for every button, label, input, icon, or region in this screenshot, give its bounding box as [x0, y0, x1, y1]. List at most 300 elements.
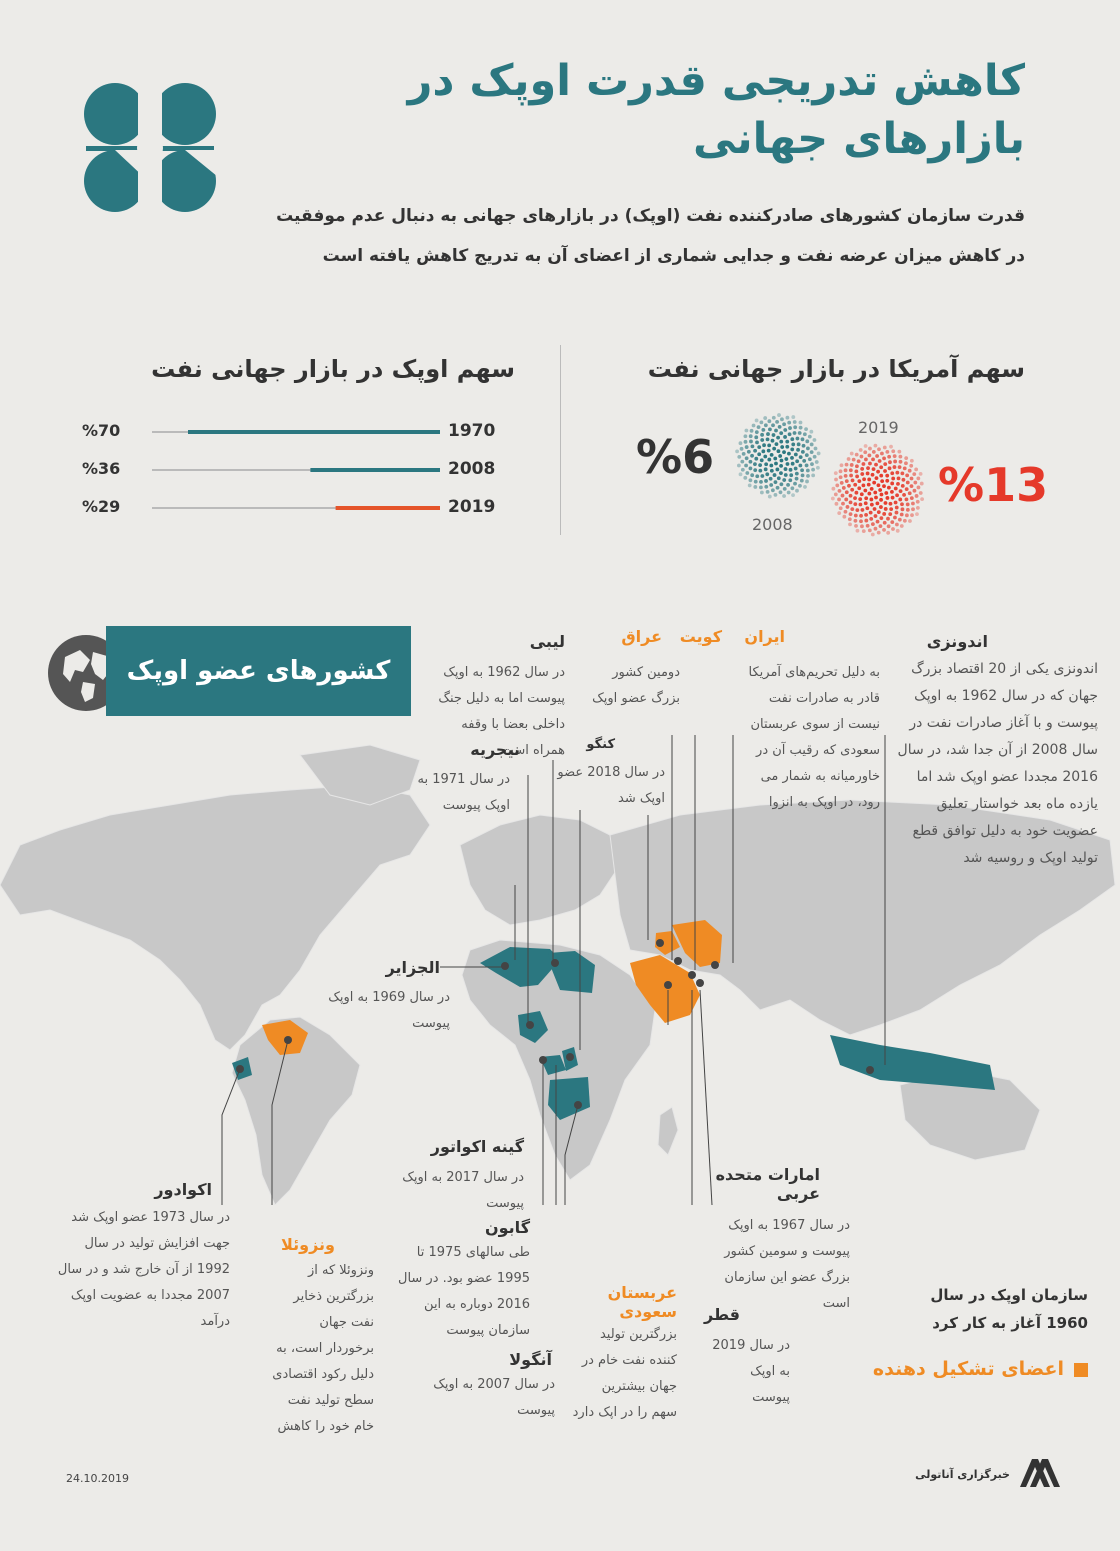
dots-2019-dot [877, 483, 881, 487]
country-angola-name: آنگولا [509, 1350, 552, 1369]
dots-2008-dot [804, 427, 808, 431]
country-gabon-name: گابون [484, 1218, 530, 1237]
dots-2019-dot [860, 455, 864, 459]
dots-2008-dot [795, 489, 799, 493]
dots-2008-dot [813, 438, 817, 442]
dots-2008-dot [742, 452, 746, 456]
dots-2008-dot [784, 473, 788, 477]
dots-2019-dot [876, 520, 880, 524]
dots-2008-dot [777, 413, 781, 417]
dots-2019-dot [862, 477, 866, 481]
dots-2019-dot [849, 500, 853, 504]
dots-2008-dot [739, 441, 743, 445]
dots-2008-dot [753, 449, 757, 453]
dots-2019-dot [885, 474, 889, 478]
dots-2019-dot [858, 497, 862, 501]
dots-2008-dot [798, 464, 802, 468]
dots-2019-dot [904, 461, 908, 465]
dots-2019-dot [838, 489, 842, 493]
dots-2008-dot [749, 460, 753, 464]
dots-2019-dot [866, 466, 870, 470]
dots-2008-dot [755, 430, 759, 434]
dots-2008-dot [763, 416, 767, 420]
dots-2008-dot [761, 449, 765, 453]
dots-2019-dot [898, 518, 902, 522]
dots-2019-dot [859, 519, 863, 523]
dots-2019-dot [895, 523, 899, 527]
dots-2008-dot [794, 467, 798, 471]
dots-2008-dot [809, 430, 813, 434]
dots-2019-dot [908, 469, 912, 473]
country-algeria-desc: در سال 1969 به اوپک پیوست [328, 990, 450, 1031]
dots-2019-dot [871, 522, 875, 526]
dots-2019-dot [877, 531, 881, 535]
us-share-2019-dots [828, 440, 928, 540]
dots-2008-dot [748, 484, 752, 488]
country-ecuador-desc: در سال 1973 عضو اوپک شد جهت افزایش تولید در سال 1992 از آن خارج شد و در سال 2007 مجددا به عضویت اوپک درآمد [57, 1210, 230, 1329]
dots-2019-dot [877, 447, 881, 451]
dots-2019-dot [859, 514, 863, 518]
dots-2019-dot [920, 497, 924, 501]
dots-2008-dot [758, 469, 762, 473]
dots-2008-dot [800, 479, 804, 483]
country-nigeria-name: نیجریه [470, 740, 520, 759]
dots-2019-dot [875, 454, 879, 458]
dots-2008-dot [775, 420, 779, 424]
country-iran-desc: به دلیل تحریم‌های آمریکا قادر به صادرات نفت نیست از سوی عربستان سعودی که رقیب آن در خاورمیانه به شمار می رود، در اوپک به انزوا [748, 665, 880, 810]
dots-2019-dot [891, 449, 895, 453]
country-iraq-name: عراق [621, 627, 662, 646]
dots-2008-dot [795, 459, 799, 463]
dots-2019-dot [844, 498, 848, 502]
dots-2019-dot [894, 501, 898, 505]
dots-2019-dot [917, 486, 921, 490]
dots-2019-dot [900, 502, 904, 506]
dots-2008-dot [799, 421, 803, 425]
dots-2008-dot [762, 443, 766, 447]
dots-2008-dot [769, 464, 773, 468]
dots-2008-dot [773, 457, 777, 461]
country-uae-desc: در سال 1967 به اوپک پیوست و سومین کشور بزرگ عضو این سازمان است [724, 1218, 850, 1311]
dots-2008-dot [811, 468, 815, 472]
dots-2019-dot [914, 467, 918, 471]
dots-2008-dot [755, 474, 759, 478]
dots-2008-dot [772, 433, 776, 437]
dots-2008-dot [790, 456, 794, 460]
dots-2008-dot [764, 423, 768, 427]
country-kuwait-name: کویت [679, 627, 722, 646]
dots-2019-dot [903, 466, 907, 470]
dots-2008-dot [752, 424, 756, 428]
dots-2019-dot [855, 508, 859, 512]
dots-2019-dot [874, 514, 878, 518]
dots-2008-dot [769, 477, 773, 481]
dots-2008-dot [749, 434, 753, 438]
country-libya-desc: در سال 1962 به اوپک پیوست اما به دلیل جنگ داخلی بعضا با وقفه همراه است [438, 665, 565, 758]
dots-2019-dot [835, 502, 839, 506]
dots-2019-dot [882, 528, 886, 532]
dots-2019-dot [850, 507, 854, 511]
dots-2019-dot [919, 472, 923, 476]
bar-year-1970: 1970 [448, 421, 496, 441]
dots-2008-dot [787, 452, 791, 456]
dots-2019-dot [839, 469, 843, 473]
dots-2019-dot [902, 493, 906, 497]
dots-2008-dot [760, 433, 764, 437]
dots-2008-dot [745, 445, 749, 449]
dots-2019-dot [862, 483, 866, 487]
dots-2019-dot [870, 503, 874, 507]
dots-2008-dot [740, 447, 744, 451]
dots-2019-dot [855, 491, 859, 495]
dots-2019-dot [883, 469, 887, 473]
country-eq-guinea-name: گینه اکواتور [430, 1137, 524, 1156]
country-nigeria-desc: در سال 1971 به اوپک پیوست [417, 772, 510, 813]
dots-2019-dot [834, 493, 838, 497]
dots-2008-dot [797, 442, 801, 446]
dots-2019-dot [879, 516, 883, 520]
country-indonesia-name: اندونزی [926, 632, 988, 651]
dots-2019-dot [844, 510, 848, 514]
dots-2008-dot [760, 458, 764, 462]
dots-2008-dot [754, 457, 758, 461]
dots-2019-dot [889, 502, 893, 506]
dots-2019-dot [910, 477, 914, 481]
dots-2019-dot [831, 487, 835, 491]
dots-2008-dot [772, 447, 776, 451]
dots-2008-dot [779, 490, 783, 494]
dots-2008-dot [779, 464, 783, 468]
dots-2019-dot [890, 520, 894, 524]
dots-2008-dot [816, 466, 820, 470]
dots-2008-dot [769, 483, 773, 487]
dots-2019-dot [849, 474, 853, 478]
dots-2019-dot [878, 488, 882, 492]
dots-2008-dot [757, 425, 761, 429]
dots-2019-dot [906, 508, 910, 512]
dots-2008-dot [779, 471, 783, 475]
dots-2019-dot [899, 489, 903, 493]
dots-2019-dot [901, 507, 905, 511]
dots-2019-dot [869, 517, 873, 521]
dots-2008-dot [782, 494, 786, 498]
dots-2008-dot [805, 480, 809, 484]
intro-text: قدرت سازمان کشورهای صادرکننده نفت (اوپک) در بازارهای جهانی به دنبال عدم موفقیت در کاهش میزان عرضه نفت و جدایی شماری از اعضای آن به تدریج کاهش یافته است [276, 206, 1025, 266]
dots-2019-dot [854, 524, 858, 528]
dots-2008-dot [791, 493, 795, 497]
dots-2008-dot [777, 449, 781, 453]
dots-2019-dot [841, 502, 845, 506]
dots-2019-dot [837, 511, 841, 515]
dots-2008-dot [785, 445, 789, 449]
dots-2019-dot [878, 459, 882, 463]
dots-2019-dot [849, 512, 853, 516]
dots-2008-dot [810, 443, 814, 447]
dots-2008-dot [771, 423, 775, 427]
dots-2019-dot [872, 467, 876, 471]
dots-2019-dot [864, 513, 868, 517]
dots-2008-dot [780, 417, 784, 421]
dots-2008-dot [788, 478, 792, 482]
dots-2019-dot [859, 448, 863, 452]
dots-2008-dot [780, 459, 784, 463]
dots-2008-dot [806, 474, 810, 478]
dots-2019-dot [920, 482, 924, 486]
footer-agency: خبرگزاری آناتولی [915, 1468, 1010, 1481]
dots-2019-dot [886, 496, 890, 500]
dots-2019-dot [869, 498, 873, 502]
dots-2019-dot [879, 474, 883, 478]
opec-logo [78, 80, 223, 215]
dots-2008-dot [755, 419, 759, 423]
dots-2008-dot [794, 453, 798, 457]
dots-2008-dot [737, 455, 741, 459]
dots-2019-dot [893, 516, 897, 520]
dots-2008-dot [757, 452, 761, 456]
dots-2008-dot [749, 467, 753, 471]
dots-2019-dot [879, 465, 883, 469]
dots-2008-dot [759, 485, 763, 489]
dots-2008-dot [802, 459, 806, 463]
dots-2008-dot [749, 478, 753, 482]
dots-2008-dot [753, 485, 757, 489]
dots-2019-dot [886, 531, 890, 535]
dots-2019-dot [851, 479, 855, 483]
dots-2008-dot [783, 435, 787, 439]
dots-2008-dot [782, 478, 786, 482]
dots-2019-dot [880, 493, 884, 497]
dots-2019-dot [882, 512, 886, 516]
dots-2008-dot [796, 448, 800, 452]
dots-2019-dot [890, 482, 894, 486]
dots-2019-dot [905, 497, 909, 501]
dots-2019-dot [887, 486, 891, 490]
dots-2019-dot [913, 481, 917, 485]
dots-2019-dot [863, 450, 867, 454]
country-congo-desc: در سال 2018 عضو اوپک شد [557, 765, 665, 806]
dots-2008-dot [770, 469, 774, 473]
dots-2019-dot [839, 475, 843, 479]
dots-2019-dot [895, 493, 899, 497]
dots-2008-dot [782, 422, 786, 426]
us-share-2019-value: %13 [938, 458, 1049, 512]
dots-2019-dot [912, 472, 916, 476]
dots-2019-dot [874, 496, 878, 500]
dots-2008-dot [811, 473, 815, 477]
dots-2008-dot [786, 483, 790, 487]
dots-2019-dot [898, 465, 902, 469]
dots-2019-dot [910, 513, 914, 517]
country-libya-name: لیبی [529, 632, 565, 651]
dots-2008-dot [754, 435, 758, 439]
dots-2019-dot [860, 524, 864, 528]
dots-2019-dot [867, 483, 871, 487]
country-angola-desc: در سال 2007 به اوپک پیوست [433, 1377, 555, 1418]
dots-2019-dot [848, 522, 852, 526]
dots-2008-dot [799, 426, 803, 430]
dots-2019-dot [855, 453, 859, 457]
bar-value-1970: %70 [82, 421, 121, 440]
us-share-heading: سهم آمریکا در بازار جهانی نفت [647, 355, 1025, 383]
dots-2019-dot [864, 444, 868, 448]
dots-2019-dot [853, 502, 857, 506]
country-gabon-desc: طی سالهای 1975 تا 1995 عضو بود. در سال 2016 دوباره به این سازمان پیوست [398, 1245, 530, 1338]
dots-2008-dot [776, 486, 780, 490]
dots-2008-dot [744, 440, 748, 444]
dots-2008-dot [773, 473, 777, 477]
dots-2008-dot [787, 421, 791, 425]
dots-2008-dot [774, 462, 778, 466]
dots-2008-dot [771, 488, 775, 492]
dots-2019-dot [847, 457, 851, 461]
dots-2008-dot [805, 439, 809, 443]
opec-founded-note: سازمان اوپک در سال 1960 آغاز به کار کرد [930, 1286, 1088, 1332]
dots-2019-dot [900, 524, 904, 528]
dots-2019-dot [884, 501, 888, 505]
dots-2019-dot [885, 450, 889, 454]
dots-2019-dot [842, 486, 846, 490]
dots-2008-dot [801, 450, 805, 454]
dots-2019-dot [883, 446, 887, 450]
dots-2019-dot [872, 481, 876, 485]
dots-2019-dot [834, 471, 838, 475]
dots-2008-dot [803, 432, 807, 436]
dots-2019-dot [866, 472, 870, 476]
dots-2019-dot [890, 490, 894, 494]
dots-2019-dot [889, 445, 893, 449]
founders-legend-label: اعضای تشکیل دهنده [872, 1358, 1064, 1380]
dots-2008-dot [740, 460, 744, 464]
dots-2019-dot [857, 479, 861, 483]
country-iran-name: ایران [744, 627, 785, 646]
dots-2019-dot [915, 494, 919, 498]
dots-2019-dot [855, 475, 859, 479]
dots-2008-dot [761, 428, 765, 432]
dots-2008-dot [793, 425, 797, 429]
dots-2008-dot [803, 485, 807, 489]
dots-2008-dot [759, 420, 763, 424]
dots-2019-dot [846, 505, 850, 509]
dots-2019-dot [864, 501, 868, 505]
dots-2008-dot [764, 467, 768, 471]
dots-2008-dot [770, 453, 774, 457]
dots-2008-dot [774, 493, 778, 497]
dots-2008-dot [780, 445, 784, 449]
dots-2008-dot [774, 480, 778, 484]
opec-share-bars [80, 415, 510, 525]
dots-2008-dot [764, 485, 768, 489]
dots-2008-dot [795, 472, 799, 476]
dots-2019-dot [903, 519, 907, 523]
dots-2019-dot [860, 467, 864, 471]
dots-2019-dot [889, 507, 893, 511]
dots-2019-dot [865, 506, 869, 510]
dots-2019-dot [902, 478, 906, 482]
dots-2019-dot [861, 508, 865, 512]
dots-2019-dot [901, 484, 905, 488]
dots-2008-dot [743, 476, 747, 480]
dots-2008-dot [775, 442, 779, 446]
dots-2008-dot [745, 456, 749, 460]
dots-2019-dot [844, 468, 848, 472]
dots-2019-dot [845, 479, 849, 483]
dots-2019-dot [880, 452, 884, 456]
dots-2019-dot [840, 463, 844, 467]
dots-2008-dot [789, 473, 793, 477]
dots-2008-dot [735, 450, 739, 454]
dots-2008-dot [787, 491, 791, 495]
dots-2019-dot [896, 482, 900, 486]
dots-2019-dot [867, 492, 871, 496]
bar-value-2019: %29 [82, 497, 121, 516]
dots-2019-dot [882, 457, 886, 461]
dots-2008-dot [798, 484, 802, 488]
dots-2019-dot [898, 455, 902, 459]
dots-2019-dot [841, 494, 845, 498]
dots-2019-dot [862, 462, 866, 466]
dots-2019-dot [887, 455, 891, 459]
dots-2019-dot [882, 484, 886, 488]
dots-2019-dot [875, 501, 879, 505]
dots-2019-dot [906, 481, 910, 485]
dots-2019-dot [890, 471, 894, 475]
dots-2019-dot [868, 528, 872, 532]
dots-2008-dot [808, 457, 812, 461]
dots-2008-dot [800, 468, 804, 472]
dots-2019-dot [877, 510, 881, 514]
dots-2008-dot [782, 450, 786, 454]
dots-2019-dot [888, 466, 892, 470]
dots-2008-dot [739, 472, 743, 476]
dots-2019-dot [840, 481, 844, 485]
dots-2019-dot [900, 513, 904, 517]
dots-2019-dot [860, 492, 864, 496]
dots-2008-dot [806, 469, 810, 473]
dots-2008-dot [796, 437, 800, 441]
dots-2019-dot [910, 484, 914, 488]
dots-2019-dot [871, 457, 875, 461]
dots-2019-dot [864, 519, 868, 523]
dots-2019-dot [874, 527, 878, 531]
dots-2019-dot [884, 507, 888, 511]
dots-2008-dot [774, 429, 778, 433]
dots-2008-dot [795, 477, 799, 481]
dots-2019-dot [913, 489, 917, 493]
dots-2019-dot [874, 444, 878, 448]
dots-2008-dot [784, 467, 788, 471]
dots-2008-dot [786, 462, 790, 466]
dots-2019-dot [897, 476, 901, 480]
dots-2019-dot [871, 533, 875, 537]
dots-2019-dot [871, 473, 875, 477]
dots-2008-dot [744, 464, 748, 468]
dots-2008-dot [779, 440, 783, 444]
dots-2019-dot [911, 507, 915, 511]
us-share-2019-year: 2019 [858, 418, 899, 437]
dots-2008-dot [764, 479, 768, 483]
dots-2008-dot [788, 432, 792, 436]
dots-2019-dot [905, 513, 909, 517]
dots-2008-dot [750, 429, 754, 433]
dots-2019-dot [868, 447, 872, 451]
section-divider [560, 345, 561, 535]
dots-2019-dot [891, 496, 895, 500]
dots-2019-dot [873, 491, 877, 495]
footer-date: 24.10.2019 [66, 1472, 129, 1485]
dots-2008-dot [778, 454, 782, 458]
dots-2019-dot [876, 470, 880, 474]
dots-2019-dot [908, 519, 912, 523]
